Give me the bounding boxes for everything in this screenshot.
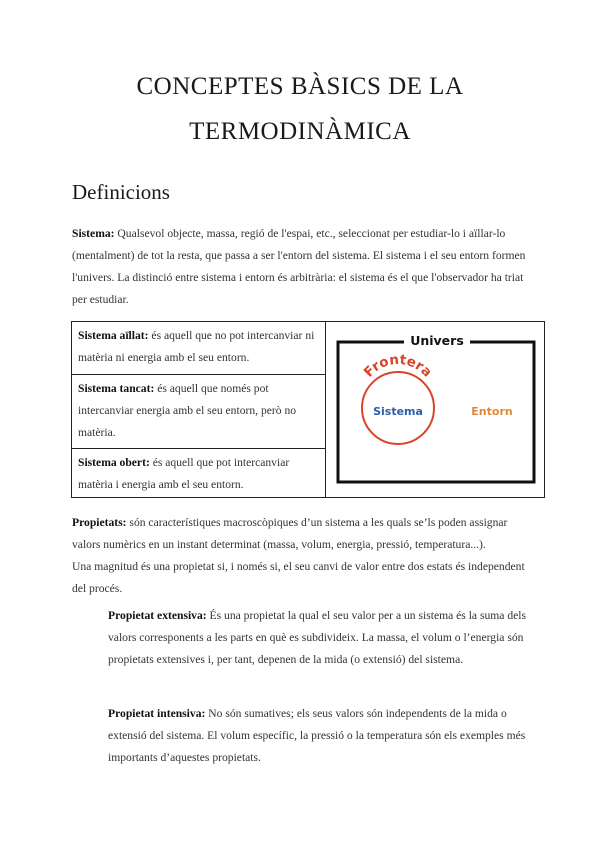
- table-cell-sistema-aillat: [72, 322, 326, 375]
- term-sistema-obert: Sistema obert:: [78, 456, 150, 469]
- univers-label: Univers: [410, 333, 464, 348]
- univers-diagram: [326, 322, 545, 497]
- term-propietat-extensiva: Propietat extensiva:: [108, 609, 207, 622]
- page-title-line-1: CONCEPTES BÀSICS DE LA: [136, 73, 464, 100]
- definition-propietats-2: Una magnitud és una propietat si, i només si, el seu canvi de valor entre dos estats és independent del procés.: [72, 560, 525, 595]
- table-cell-sistema-obert: [72, 449, 326, 498]
- univers-diagram-svg: [326, 322, 545, 497]
- paragraph-propietat-intensiva: [108, 703, 532, 769]
- definition-propietat-intensiva: No són sumatives; els seus valors són independents de la mida o extensió del sistema. El volum específic, la pressió o la temperatura són els exemples més importants d’aquestes propietats.: [108, 707, 526, 764]
- paragraph-propietat-extensiva: [108, 605, 532, 671]
- term-sistema: Sistema:: [72, 227, 115, 240]
- section-heading-definicions: Definicions: [72, 180, 170, 204]
- table-cell-sistema-tancat: [72, 375, 326, 449]
- paragraph-propietats: [72, 512, 534, 600]
- systems-table: [71, 321, 545, 498]
- sistema-label: Sistema: [373, 405, 423, 418]
- definition-sistema-tancat: és aquell que només pot intercanviar energia amb el seu entorn, però no matèria.: [78, 382, 297, 439]
- frontera-label-path: Frontera: [360, 351, 436, 381]
- term-sistema-aillat: Sistema aïllat:: [78, 329, 149, 342]
- definition-propietats: són característiques macroscòpiques d’un sistema a les quals se’ls poden assignar valors numèrics en un instant determinat (massa, volum, energia, pressió, temperatura...).: [72, 516, 508, 551]
- entorn-label: Entorn: [471, 405, 513, 418]
- paragraph-sistema: [72, 223, 530, 311]
- term-sistema-tancat: Sistema tancat:: [78, 382, 155, 395]
- definition-sistema-aillat: és aquell que no pot intercanviar ni matèria ni energia amb el seu entorn.: [78, 329, 315, 364]
- definition-sistema: Qualsevol objecte, massa, regió de l'espai, etc., seleccionat per estudiar-lo i aïllar-lo (mentalment) de tot la resta, que passa a ser l'entorn del sistema. El sistema i el seu entorn formen l'univers. La distinció entre sistema i entorn és arbitrària: el sistema és el que l'observador ha triat per estudiar.: [72, 227, 526, 306]
- definition-sistema-obert: és aquell que pot intercanviar matèria i energia amb el seu entorn.: [78, 456, 290, 491]
- page-title-line-2: TERMODINÀMICA: [189, 118, 411, 145]
- definition-propietat-extensiva: És una propietat la qual el seu valor per a un sistema és la suma dels valors corresponents a les parts en què es subdivideix. La massa, el volum o l’energia són propietats extensives i, per tant, depenen de la mida (o extensió) del sistema.: [108, 609, 527, 666]
- term-propietat-intensiva: Propietat intensiva:: [108, 707, 206, 720]
- term-propietats: Propietats:: [72, 516, 127, 529]
- frontera-label: [361, 352, 435, 381]
